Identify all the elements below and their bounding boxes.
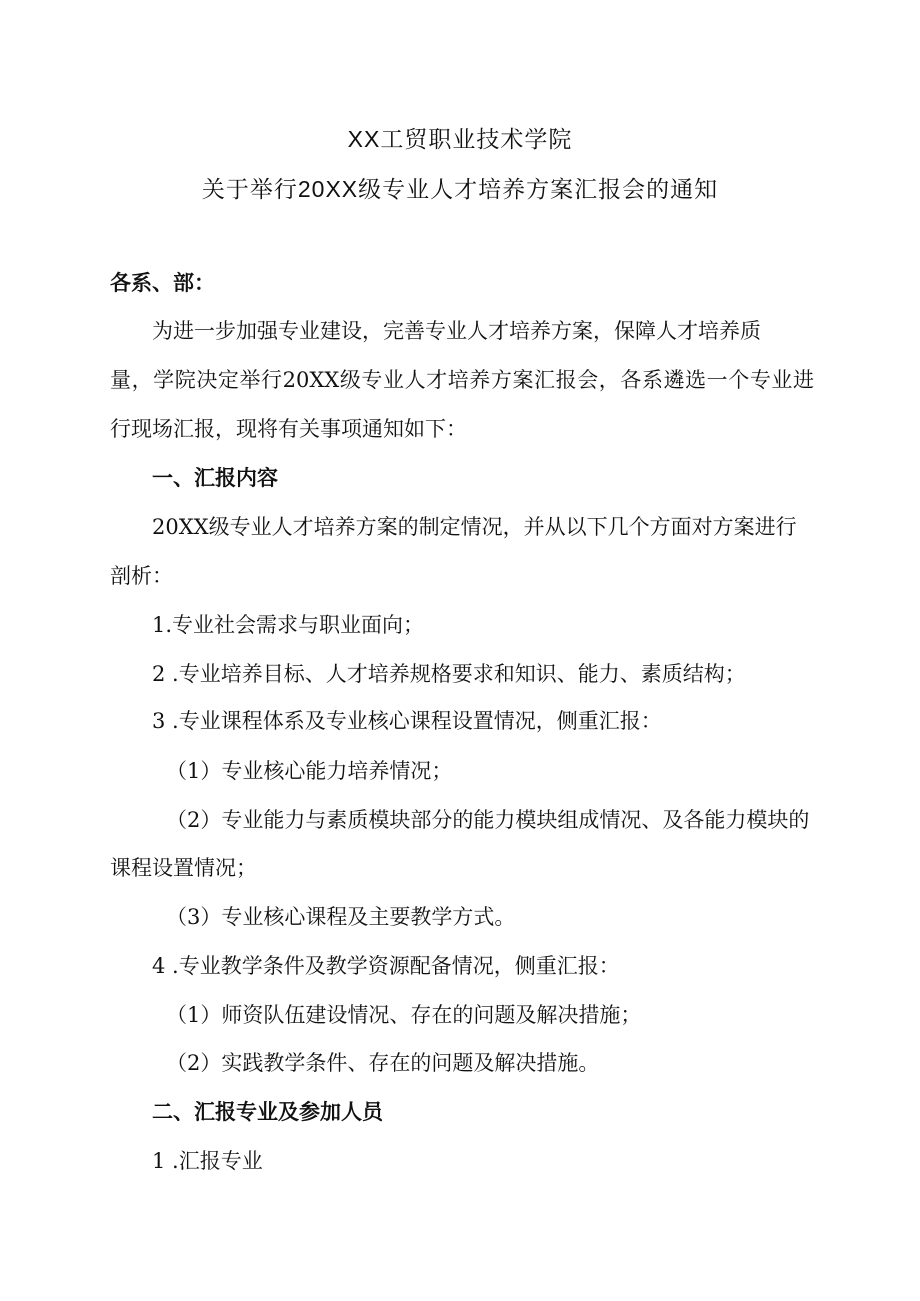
intro-line-1: 为进一步加强专业建设，完善专业人才培养方案，保障人才培养质 — [152, 319, 761, 343]
section-1-heading: 一、汇报内容 — [152, 466, 278, 490]
intro-line-3: 行现场汇报，现将有关事项通知如下： — [110, 417, 467, 441]
list-item-3-sub-3: （3）专业核心课程及主要教学方式。 — [166, 905, 516, 929]
section-1-para-line-1: 20XX级专业人才培养方案的制定情况，并从以下几个方面对方案进行 — [152, 515, 797, 539]
list-item-4: 4 .专业教学条件及教学资源配备情况，侧重汇报： — [152, 954, 620, 978]
section-2-item-1: 1 .汇报专业 — [152, 1149, 263, 1173]
intro-line-2: 量，学院决定举行20XX级专业人才培养方案汇报会，各系遴选一个专业进 — [110, 368, 814, 392]
list-item-3-sub-2-line-1: （2）专业能力与素质模块部分的能力模块组成情况、及各能力模块的 — [166, 808, 810, 832]
list-item-4-sub-1: （1）师资队伍建设情况、存在的问题及解决措施； — [166, 1003, 642, 1027]
section-2-heading: 二、汇报专业及参加人员 — [152, 1100, 383, 1124]
list-item-4-sub-2: （2）实践教学条件、存在的问题及解决措施。 — [166, 1051, 600, 1075]
list-item-3-sub-1: （1）专业核心能力培养情况； — [166, 759, 453, 783]
document-title-institution: XX工贸职业技术学院 — [347, 126, 573, 152]
section-1-para-line-2: 剖析： — [110, 564, 173, 588]
list-item-2: 2 .专业培养目标、人才培养规格要求和知识、能力、素质结构； — [152, 662, 746, 686]
document-title-notice: 关于举行20XX级专业人才培养方案汇报会的通知 — [201, 176, 719, 202]
list-item-3-sub-2-line-2: 课程设置情况； — [110, 856, 257, 880]
salutation: 各系、部： — [110, 271, 215, 295]
list-item-3: 3 .专业课程体系及专业核心课程设置情况，侧重汇报： — [152, 709, 662, 733]
list-item-1: 1.专业社会需求与职业面向； — [152, 613, 425, 637]
